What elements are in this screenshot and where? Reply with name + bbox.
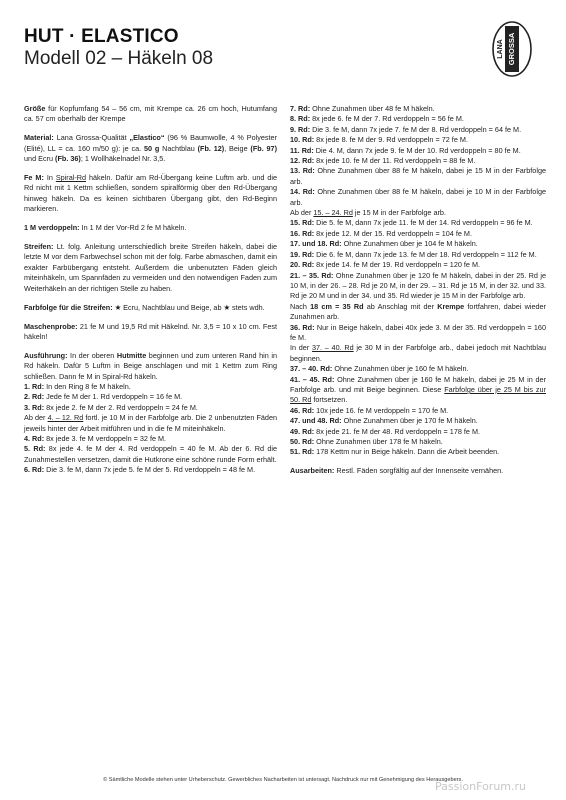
round-19-label: 19. Rd: — [290, 249, 315, 259]
fem-label: Fe M: — [24, 173, 44, 183]
rounds-7-51 — [290, 104, 546, 458]
round-21-35-text: Ohne Zunahmen über je 120 fe M häkeln, dabei in der 25. Rd je 10 M, in der 26. – 28. Rd je 20 M, in der 29. – 31. Rd je 15 M, in der 32. und 33. Rd je 20 M und in der 34. und 35. Rd wieder je 15 M in der Farbfolge arb. — [290, 270, 546, 301]
round-10-text: 8x jede 8. fe M der 9. Rd verdoppeln = 72 fe M. — [314, 135, 468, 145]
round-46 — [290, 406, 546, 416]
execution-label: Ausführung: — [24, 350, 68, 360]
finishing-text: Restl. Fäden sorgfältig auf der Innenseite vernähen. — [334, 466, 504, 476]
round-1 — [24, 382, 277, 392]
round-7 — [290, 104, 546, 114]
execution-hat-center: Hutmitte — [116, 350, 147, 360]
round-16-label: 16. Rd: — [290, 228, 315, 238]
round-37-40 — [290, 364, 546, 374]
round-16 — [290, 229, 546, 239]
round-36-text: Nur in Beige häkeln, dabei 40x jede 3. M der 35. Rd verdoppeln = 160 fe M. — [290, 322, 547, 342]
round-4 — [24, 434, 277, 444]
round-47-48 — [290, 416, 546, 426]
rounds-15-24-term: 15. – 24. Rd — [313, 208, 353, 218]
fem-text-1: In — [43, 173, 56, 183]
round-3-label: 3. Rd: — [24, 402, 45, 412]
round-1-text: In den Ring 8 fe M häkeln. — [44, 382, 131, 392]
size-label: Größe — [24, 104, 46, 113]
rounds-4-12-text-1: Ab der — [24, 413, 48, 423]
round-13-text: Ohne Zunahmen über 88 fe M häkeln, dabei je 15 M in der Farbfolge arb. — [290, 166, 547, 186]
round-10 — [290, 135, 546, 145]
round-50-text: Ohne Zunahmen über 178 fe M häkeln. — [314, 437, 443, 446]
round-13-label: 13. Rd: — [290, 166, 315, 176]
round-13 — [290, 166, 546, 187]
title-block — [24, 26, 213, 70]
round-20-label: 20. Rd: — [290, 260, 315, 270]
round-49-text: 8x jede 21. fe M der 48. Rd verdoppeln = 178 fe M. — [314, 426, 481, 436]
round-16-text: 8x jede 12. M der 15. Rd verdoppeln = 104 fe M. — [314, 228, 472, 238]
stripes-text: Lt. folg. Anleitung unterschiedlich breite Streifen häkeln, dabei die letzte M vor dem Farbwechsel schon mit der folg. Farbe abmaschen, damit ein exakter Farbübergang entsteht. Außerdem die unbenutzten Fäden gleich miteinhäkeln, um Spannfäden zu vermeiden und den notwendigen Faden zum Weiterhäkeln an der richtigen Stelle zu haben. — [24, 242, 277, 293]
logo-text-grossa: GROSSA — [506, 32, 516, 66]
material-yarn-name: „Elastico“ — [129, 133, 165, 143]
execution-text-2: beginnen und zum unteren Rand hin in Rd häkeln. Dafür 5 Luftm in Beige anschlagen und mit 1 Kettm zum Ring schließen. Dann fe M in Spiral-Rd häkeln. — [24, 350, 277, 381]
stripes-paragraph — [24, 242, 277, 294]
lana-grossa-logo — [491, 20, 533, 78]
round-14 — [290, 187, 546, 208]
material-text-4: , Beige — [224, 143, 251, 153]
round-5-label: 5. Rd: — [24, 444, 46, 454]
brim-note-measure: 18 cm = 35 Rd — [310, 301, 364, 311]
round-41-45-tail: fortsetzen. — [311, 395, 348, 405]
round-10-label: 10. Rd: — [290, 135, 315, 145]
round-14-label: 14. Rd: — [290, 187, 315, 197]
brim-note-text-1: Nach — [290, 301, 311, 311]
material-text-2: (96 % Baumwolle, 4 % Polyester (Elité), LL = ca. 160 m/50 g): je ca. — [24, 133, 277, 153]
round-51 — [290, 447, 546, 457]
gauge-label: Maschenprobe: — [24, 321, 78, 331]
round-15-text: Die 5. fe M, dann 7x jede 11. fe M der 14. Rd verdoppeln = 96 fe M. — [314, 218, 533, 228]
execution-text-1: In der oberen — [67, 350, 117, 360]
material-weight: 50 g — [144, 143, 160, 153]
stripes-label: Streifen: — [24, 242, 54, 252]
round-49 — [290, 427, 546, 437]
fem-spiral-term: Spiral-Rd — [55, 173, 87, 183]
rounds-37-40-term: 37. – 40. Rd — [311, 343, 354, 353]
round-15-label: 15. Rd: — [290, 218, 315, 228]
page-subtitle: Modell 02 – Häkeln 08 — [24, 48, 214, 69]
rounds-37-40-text-1: In der — [290, 343, 312, 353]
instructions-left-column — [24, 104, 277, 476]
rounds-37-40-note — [290, 343, 546, 364]
round-50 — [290, 437, 546, 447]
round-12 — [290, 156, 546, 166]
rounds-37-40-text-2: je 30 M in der Farbfolge arb., dabei jedoch mit Nachtblau beginnen. — [290, 343, 547, 363]
material-text-6: ; 1 Wollhäkelnadel Nr. 3,5. — [80, 154, 166, 164]
brim-note-text-3: fortfahren, dabei wieder Zunahmen arb. — [290, 301, 546, 322]
round-9-text: Die 3. fe M, dann 7x jede 7. fe M der 8. Rd verdoppeln = 64 fe M. — [310, 124, 522, 134]
round-5-text: 8x jede 4. fe M der 4. Rd verdoppeln = 40 fe M. Ab der 6. Rd die Zunahmestellen versetzen, damit die Hutkrone eine schöne runde Form erhält. — [24, 444, 277, 464]
round-36-label: 36. Rd: — [290, 322, 315, 332]
round-1-label: 1. Rd: — [24, 382, 45, 392]
round-4-text: 8x jede 3. fe M verdoppeln = 32 fe M. — [44, 434, 167, 444]
material-color-3: (Fb. 36) — [55, 154, 81, 164]
material-text-5: und Ecru — [24, 154, 56, 164]
material-text-3: Nachtblau — [159, 143, 198, 153]
round-9-label: 9. Rd: — [290, 124, 311, 134]
double-stitch-label: 1 M verdoppeln: — [24, 223, 80, 233]
round-21-35 — [290, 271, 546, 302]
double-stitch-paragraph — [24, 223, 277, 233]
size-text: für Kopfumfang 54 – 56 cm, mit Krempe ca. 26 cm hoch, Hutumfang ca. 57 cm oberhalb der Krempe — [24, 104, 277, 124]
color-sequence-label: Farbfolge für die Streifen: — [24, 302, 113, 312]
round-51-text: 178 Kettm nur in Beige häkeln. Dann die Arbeit beenden. — [314, 447, 500, 457]
round-15 — [290, 218, 546, 228]
round-8-text: 8x jede 6. fe M der 7. Rd verdoppeln = 56 fe M. — [310, 114, 464, 124]
gauge-paragraph — [24, 322, 277, 343]
round-3-text: 8x jede 2. fe M der 2. Rd verdoppeln = 24 fe M. — [44, 402, 198, 412]
round-21-35-label: 21. – 35. Rd: — [290, 270, 334, 280]
round-37-40-text: Ohne Zunahmen über je 160 fe M häkeln. — [332, 364, 469, 374]
round-19-text: Die 6. fe M, dann 7x jede 13. fe M der 18. Rd verdoppeln = 112 fe M. — [314, 249, 537, 259]
round-7-label: 7. Rd: — [290, 104, 311, 113]
rounds-4-12-text-2: fortl. je 10 M in der Farbfolge arb. Die 2 unbenutzten Fäden jeweils hinter der Arbeit mitführen und in die fe M miteinhäkeln. — [24, 413, 278, 433]
finishing-label: Ausarbeiten: — [290, 466, 335, 476]
round-2 — [24, 392, 277, 402]
material-color-2: (Fb. 97) — [250, 143, 278, 153]
round-11 — [290, 146, 546, 156]
execution-paragraph — [24, 351, 277, 382]
round-49-label: 49. Rd: — [290, 426, 315, 436]
round-19 — [290, 250, 546, 260]
round-6-text: Die 3. fe M, dann 7x jede 5. fe M der 5. Rd verdoppeln = 48 fe M. — [44, 465, 256, 475]
round-7-text: Ohne Zunahmen über 48 fe M häkeln. — [310, 104, 435, 113]
round-11-label: 11. Rd: — [290, 145, 314, 155]
round-6 — [24, 465, 277, 475]
round-47-48-label: 47. und 48. Rd: — [290, 416, 342, 426]
round-51-label: 51. Rd: — [290, 447, 315, 457]
round-3 — [24, 403, 277, 413]
round-4-label: 4. Rd: — [24, 434, 45, 444]
round-2-text: Jede fe M der 1. Rd verdoppeln = 16 fe M. — [44, 392, 183, 402]
brim-note-text-2: ab Anschlag mit der — [363, 301, 438, 311]
rounds-4-12-term: 4. – 12. Rd — [47, 413, 84, 423]
fem-paragraph — [24, 173, 277, 215]
round-14-text: Ohne Zunahmen über 88 fe M häkeln, dabei je 10 M in der Farbfolge arb. — [290, 187, 547, 207]
material-text-1: Lana Grossa-Qualität — [53, 133, 130, 143]
material-color-1: (Fb. 12) — [197, 143, 225, 153]
rounds-15-24-text-1: Ab der — [290, 208, 314, 218]
execution-section — [24, 351, 277, 476]
round-46-text: 10x jede 16. fe M verdoppeln = 170 fe M. — [314, 405, 449, 415]
brim-note-brim: Krempe — [437, 301, 465, 311]
round-47-48-text: Ohne Zunahmen über je 170 fe M häkeln. — [341, 416, 478, 426]
round-6-label: 6. Rd: — [24, 465, 45, 475]
round-20-text: 8x jede 14. fe M der 19. Rd verdoppeln = 120 fe M. — [314, 260, 481, 270]
round-50-label: 50. Rd: — [290, 437, 315, 446]
rounds-15-24-note — [290, 208, 546, 218]
logo-text-lana: LANA — [497, 39, 504, 59]
round-41-45 — [290, 375, 546, 406]
double-stitch-text: In 1 M der Vor-Rd 2 fe M häkeln. — [79, 223, 187, 233]
rounds-4-12-note — [24, 413, 277, 434]
round-20 — [290, 260, 546, 270]
round-37-40-label: 37. – 40. Rd: — [290, 364, 333, 374]
round-12-text: 8x jede 10. fe M der 11. Rd verdoppeln = 88 fe M. — [314, 156, 476, 166]
round-41-45-label: 41. – 45. Rd: — [290, 374, 335, 384]
material-label: Material: — [24, 133, 54, 143]
round-2-label: 2. Rd: — [24, 392, 45, 402]
color-sequence-paragraph — [24, 303, 277, 313]
round-41-45-term: Farbfolge über je 25 M bis zur 50. Rd — [290, 384, 546, 405]
round-17-18 — [290, 239, 546, 249]
size-paragraph — [24, 104, 277, 125]
material-paragraph — [24, 133, 277, 164]
round-46-label: 46. Rd: — [290, 405, 315, 415]
watermark: PassionForum.ru — [435, 780, 526, 793]
round-5 — [24, 444, 277, 465]
round-11-text: Die 4. M, dann 7x jede 9. fe M der 10. Rd verdoppeln = 80 fe M. — [313, 145, 521, 155]
color-sequence-text: ★ Ecru, Nachtblau und Beige, ab ★ stets wdh. — [112, 302, 265, 312]
instructions-right-column — [290, 104, 546, 485]
finishing-paragraph — [290, 466, 546, 476]
round-8-label: 8. Rd: — [290, 114, 311, 124]
round-17-18-label: 17. und 18. Rd: — [290, 239, 342, 249]
round-9 — [290, 125, 546, 135]
round-12-label: 12. Rd: — [290, 156, 315, 166]
round-17-18-text: Ohne Zunahmen über je 104 fe M häkeln. — [341, 239, 478, 249]
gauge-text: 21 fe M und 19,5 Rd mit Häkelnd. Nr. 3,5 = 10 x 10 cm. Fest häkeln! — [24, 321, 277, 341]
page-title: HUT · ELASTICO — [24, 26, 179, 47]
brim-start-note — [290, 302, 546, 323]
copyright-footer: © Sämtliche Modelle stehen unter Urheberschutz. Gewerbliches Nacharbeiten ist untersagt. Nachdruck nur mit Genehmigung des Herausgebers. — [103, 777, 463, 783]
fem-text-2: häkeln. Dafür am Rd-Übergang keine Luftm arb. und die Rd nicht mit 1 Kettm schließen, sondern spiralförmig über den Rd-Übergang hinweg häkeln. Da es keinen sichtbaren Übergang gibt, den Rd-Beginn markieren. — [24, 173, 278, 214]
rounds-15-24-text-2: je 15 M in der Farbfolge arb. — [352, 208, 446, 218]
round-41-45-text: Ohne Zunahmen über je 160 fe M häkeln, dabei je 25 M in der Farbfolge arb. und mit Beige beginnen. Diese — [290, 374, 546, 394]
round-8 — [290, 114, 546, 124]
round-36 — [290, 323, 546, 344]
